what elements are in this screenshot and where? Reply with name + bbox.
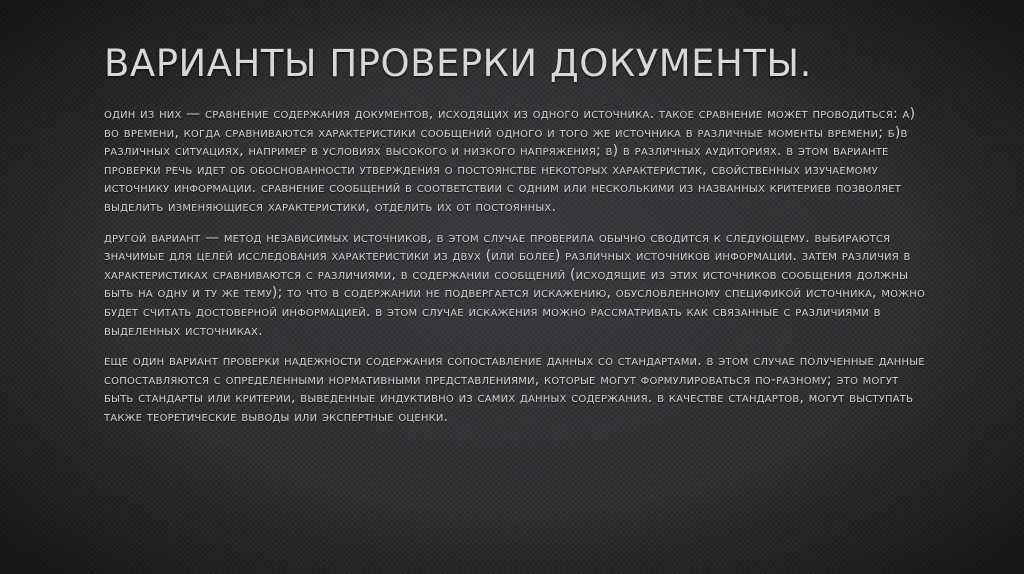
paragraph-independent-sources: другой вариант — метод независимых источников, в этом случае проверила обычно сводится к следующему. выбираются значимые для целей исследования характеристики из двух (или более) различных источников информации. затем различия в характеристиках сравниваются с различиями, в содержании сообщений (исходящие из этих источников сообщения должны быть на одну и ту же тему); то что в содержании не подвергается искажению, обусловленному спецификой источника, можно будет считать достоверной информацией. в этом случае искажения можно рассматривать как связанные с различиями в выделенных источниках. <box>104 229 926 339</box>
paragraph-same-source: один из них — сравнение содержания документов, исходящих из одного источника. такое сравнение может проводиться: а) во времени, когда сравниваются характеристики сообщений одного и того же источника в различные моменты времени; б)в различных ситуациях, например в условиях высокого и низкого напряжения; в) в различных аудиториях. в этом варианте проверки речь идет об обоснованности утверждения о постоянстве некоторых характеристик, свойственных изучаемому источнику информации. сравнение сообщений в соответствии с одним или несколькими из названных критериев позволяет выделить изменяющиеся характеристики, отделить их от постоянных. <box>104 106 916 215</box>
slide-title: ВАРИАНТЫ ПРОВЕРКИ ДОКУМЕНТЫ. <box>104 42 812 85</box>
paragraph-standards: еще один вариант проверки надежности содержания сопоставление данных со стандартами. в этом случае полученные данные сопоставляются с определенными нормативными представлениями, которые могут формулироваться по-разному; это могут быть стандарты или критерии, выведенные индуктивно из самих данных содержания. в качестве стандартов, могут выступать также теоретические выводы или экспертные оценки. <box>104 353 925 425</box>
slide-body <box>104 105 932 439</box>
